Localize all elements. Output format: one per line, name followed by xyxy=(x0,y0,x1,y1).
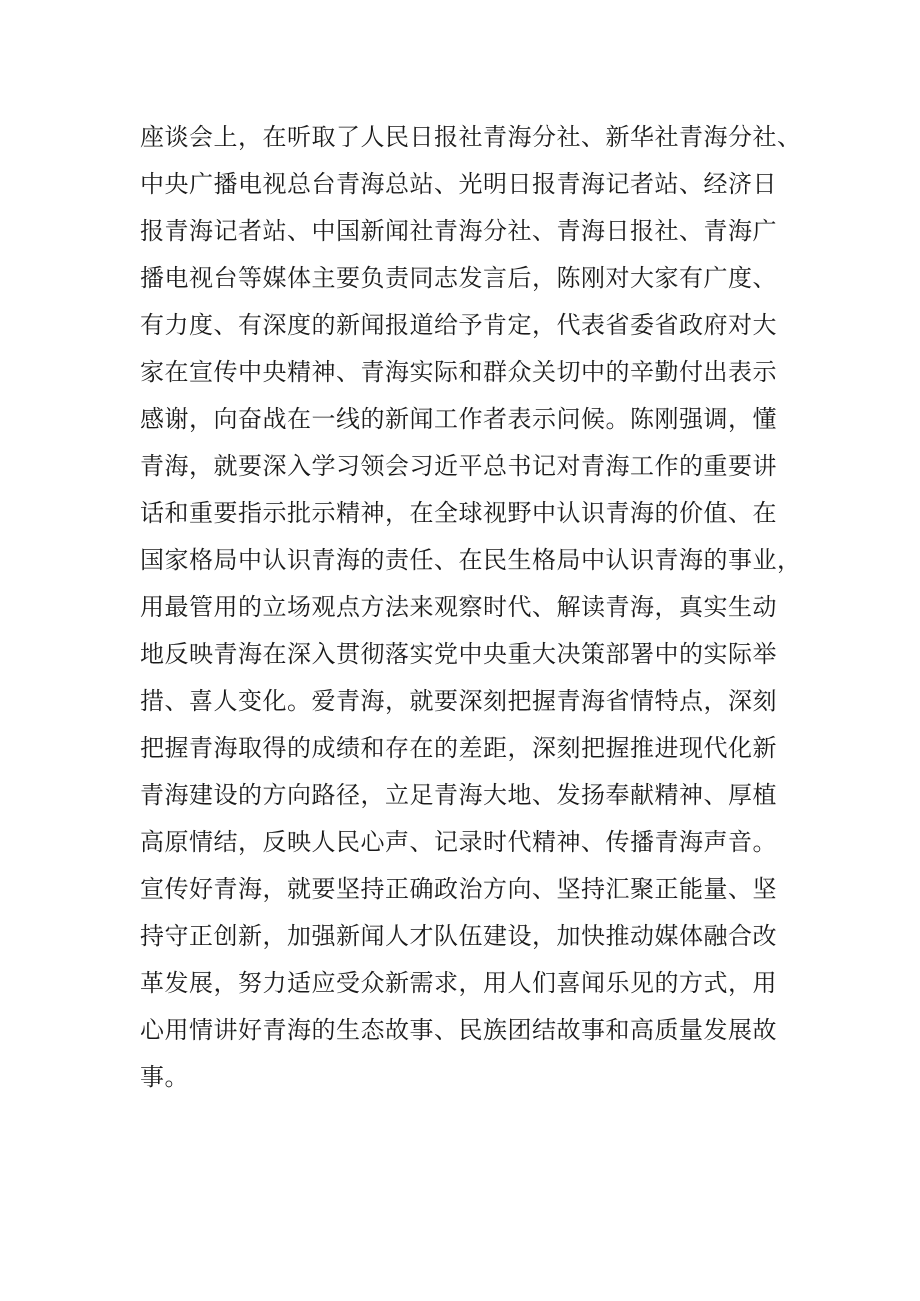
paragraph-line: 地反映青海在深入贯彻落实党中央重大决策部署中的实际举 xyxy=(140,640,777,668)
paragraph-line: 座谈会上，在听取了人民日报社青海分社、新华社青海分社、 xyxy=(140,123,802,151)
paragraph-line: 用最管用的立场观点方法来观察时代、解读青海，真实生动 xyxy=(140,593,777,621)
paragraph-line: 高原情结，反映人民心声、记录时代精神、传播青海声音。 xyxy=(140,828,777,856)
paragraph-line: 心用情讲好青海的生态故事、民族团结故事和高质量发展故 xyxy=(140,1016,777,1044)
paragraph-line: 中央广播电视总台青海总站、光明日报青海记者站、经济日 xyxy=(140,170,777,198)
paragraph-line: 宣传好青海，就要坚持正确政治方向、坚持汇聚正能量、坚 xyxy=(140,875,777,903)
paragraph-line: 话和重要指示批示精神，在全球视野中认识青海的价值、在 xyxy=(140,499,777,527)
paragraph-line: 感谢，向奋战在一线的新闻工作者表示问候。陈刚强调，懂 xyxy=(140,405,777,433)
paragraph-line: 持守正创新，加强新闻人才队伍建设，加快推动媒体融合改 xyxy=(140,922,777,950)
paragraph-line: 事。 xyxy=(140,1063,189,1091)
paragraph-line: 青海，就要深入学习领会习近平总书记对青海工作的重要讲 xyxy=(140,452,777,480)
body-paragraph xyxy=(140,114,800,1101)
paragraph-line: 报青海记者站、中国新闻社青海分社、青海日报社、青海广 xyxy=(140,217,777,245)
paragraph-line: 国家格局中认识青海的责任、在民生格局中认识青海的事业， xyxy=(140,546,802,574)
paragraph-line: 播电视台等媒体主要负责同志发言后，陈刚对大家有广度、 xyxy=(140,264,777,292)
paragraph-line: 青海建设的方向路径，立足青海大地、发扬奉献精神、厚植 xyxy=(140,781,777,809)
paragraph-line: 有力度、有深度的新闻报道给予肯定，代表省委省政府对大 xyxy=(140,311,777,339)
paragraph-line: 措、喜人变化。爱青海，就要深刻把握青海省情特点，深刻 xyxy=(140,687,777,715)
paragraph-line: 家在宣传中央精神、青海实际和群众关切中的辛勤付出表示 xyxy=(140,358,777,386)
paragraph-line: 革发展，努力适应受众新需求，用人们喜闻乐见的方式，用 xyxy=(140,969,777,997)
paragraph-line: 把握青海取得的成绩和存在的差距，深刻把握推进现代化新 xyxy=(140,734,777,762)
